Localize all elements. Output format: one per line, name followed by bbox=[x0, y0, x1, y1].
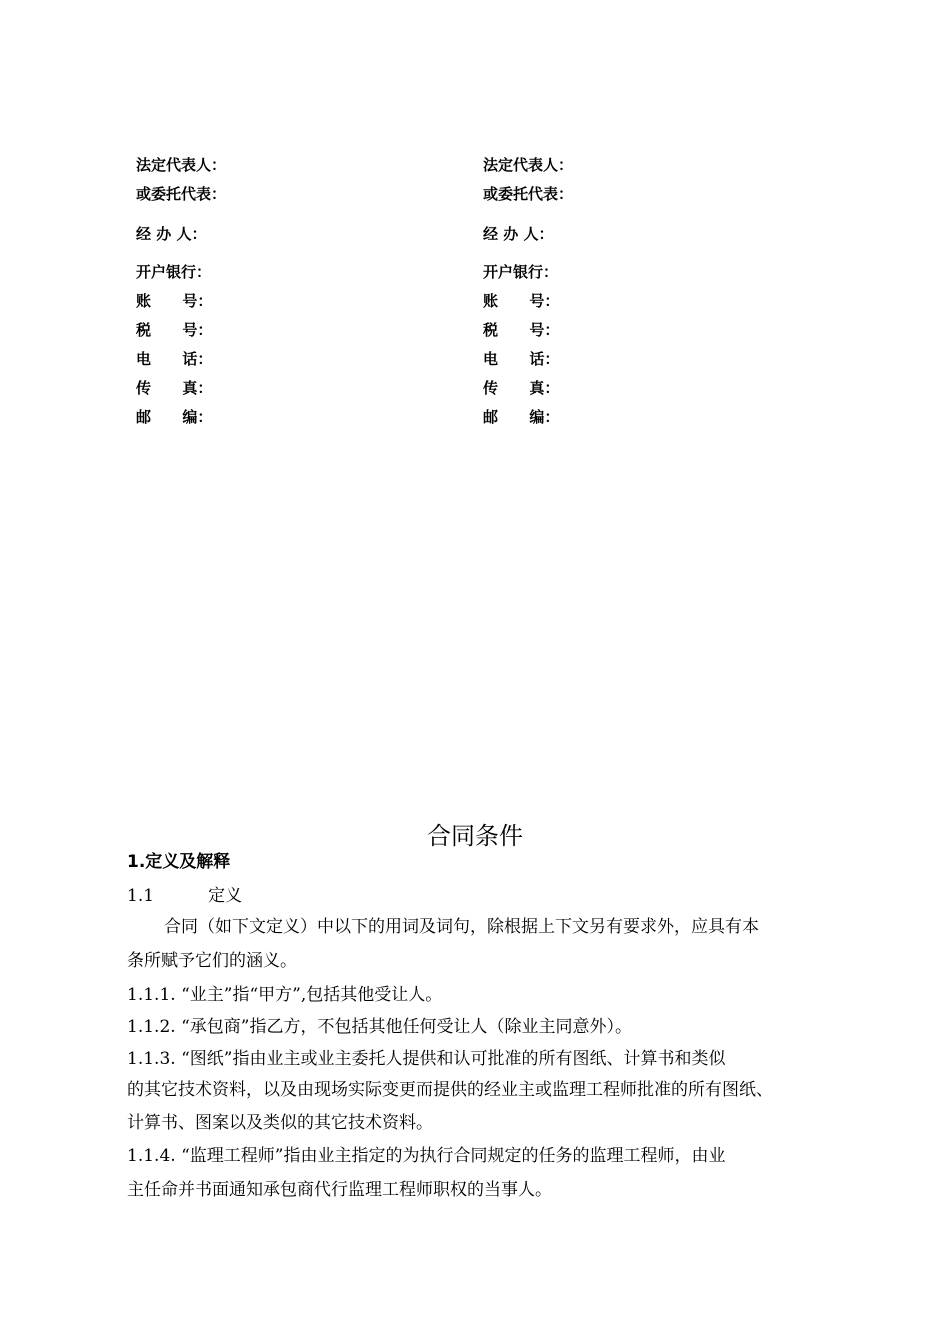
clause-1-1-3-line: 1.1.3. “图纸”指由业主或业主委托人提供和认可批准的所有图纸、计算书和类似 bbox=[127, 1049, 726, 1069]
clause-1-1-4-line: 主任命并书面通知承包商代行监理工程师职权的当事人。 bbox=[127, 1180, 552, 1200]
bank-label: 开户银行： bbox=[483, 263, 559, 281]
legal-representative-label: 法定代表人： bbox=[136, 156, 227, 174]
phone-label: 电 话： bbox=[136, 350, 213, 368]
intro-paragraph-line: 条所赋予它们的涵义。 bbox=[127, 951, 297, 971]
fax-label: 传 真： bbox=[136, 379, 213, 397]
clause-1-1-4-line: 1.1.4. “监理工程师”指由业主指定的为执行合同规定的任务的监理工程师，由业 bbox=[127, 1146, 726, 1166]
fax-label: 传 真： bbox=[483, 379, 560, 397]
legal-representative-label: 法定代表人： bbox=[483, 156, 574, 174]
clause-1-1-heading: 1.1 定义 bbox=[127, 886, 243, 906]
postcode-label: 邮 编： bbox=[483, 408, 560, 426]
contract-conditions-title: 合同条件 bbox=[427, 822, 523, 850]
phone-label: 电 话： bbox=[483, 350, 560, 368]
clause-1-1-2: 1.1.2. “承包商”指乙方，不包括其他任何受让人（除业主同意外）。 bbox=[127, 1017, 632, 1037]
handler-label: 经 办 人： bbox=[483, 225, 554, 243]
clause-1-1-1: 1.1.1. “业主”指“甲方”,包括其他受让人。 bbox=[127, 985, 443, 1005]
section-heading-definitions: 1.定义及解释 bbox=[127, 852, 231, 872]
delegate-representative-label: 或委托代表： bbox=[483, 185, 574, 203]
account-number-label: 账 号： bbox=[136, 292, 213, 310]
tax-id-label: 税 号： bbox=[136, 321, 213, 339]
delegate-representative-label: 或委托代表： bbox=[136, 185, 227, 203]
clause-1-1-3-line: 的其它技术资料，以及由现场实际变更而提供的经业主或监理工程师批准的所有图纸、 bbox=[127, 1080, 773, 1100]
account-number-label: 账 号： bbox=[483, 292, 560, 310]
handler-label: 经 办 人： bbox=[136, 225, 207, 243]
clause-1-1-3-line: 计算书、图案以及类似的其它技术资料。 bbox=[127, 1113, 433, 1133]
intro-paragraph-line: 合同（如下文定义）中以下的用词及词句，除根据上下文另有要求外，应具有本 bbox=[164, 917, 759, 937]
postcode-label: 邮 编： bbox=[136, 408, 213, 426]
bank-label: 开户银行： bbox=[136, 263, 212, 281]
tax-id-label: 税 号： bbox=[483, 321, 560, 339]
